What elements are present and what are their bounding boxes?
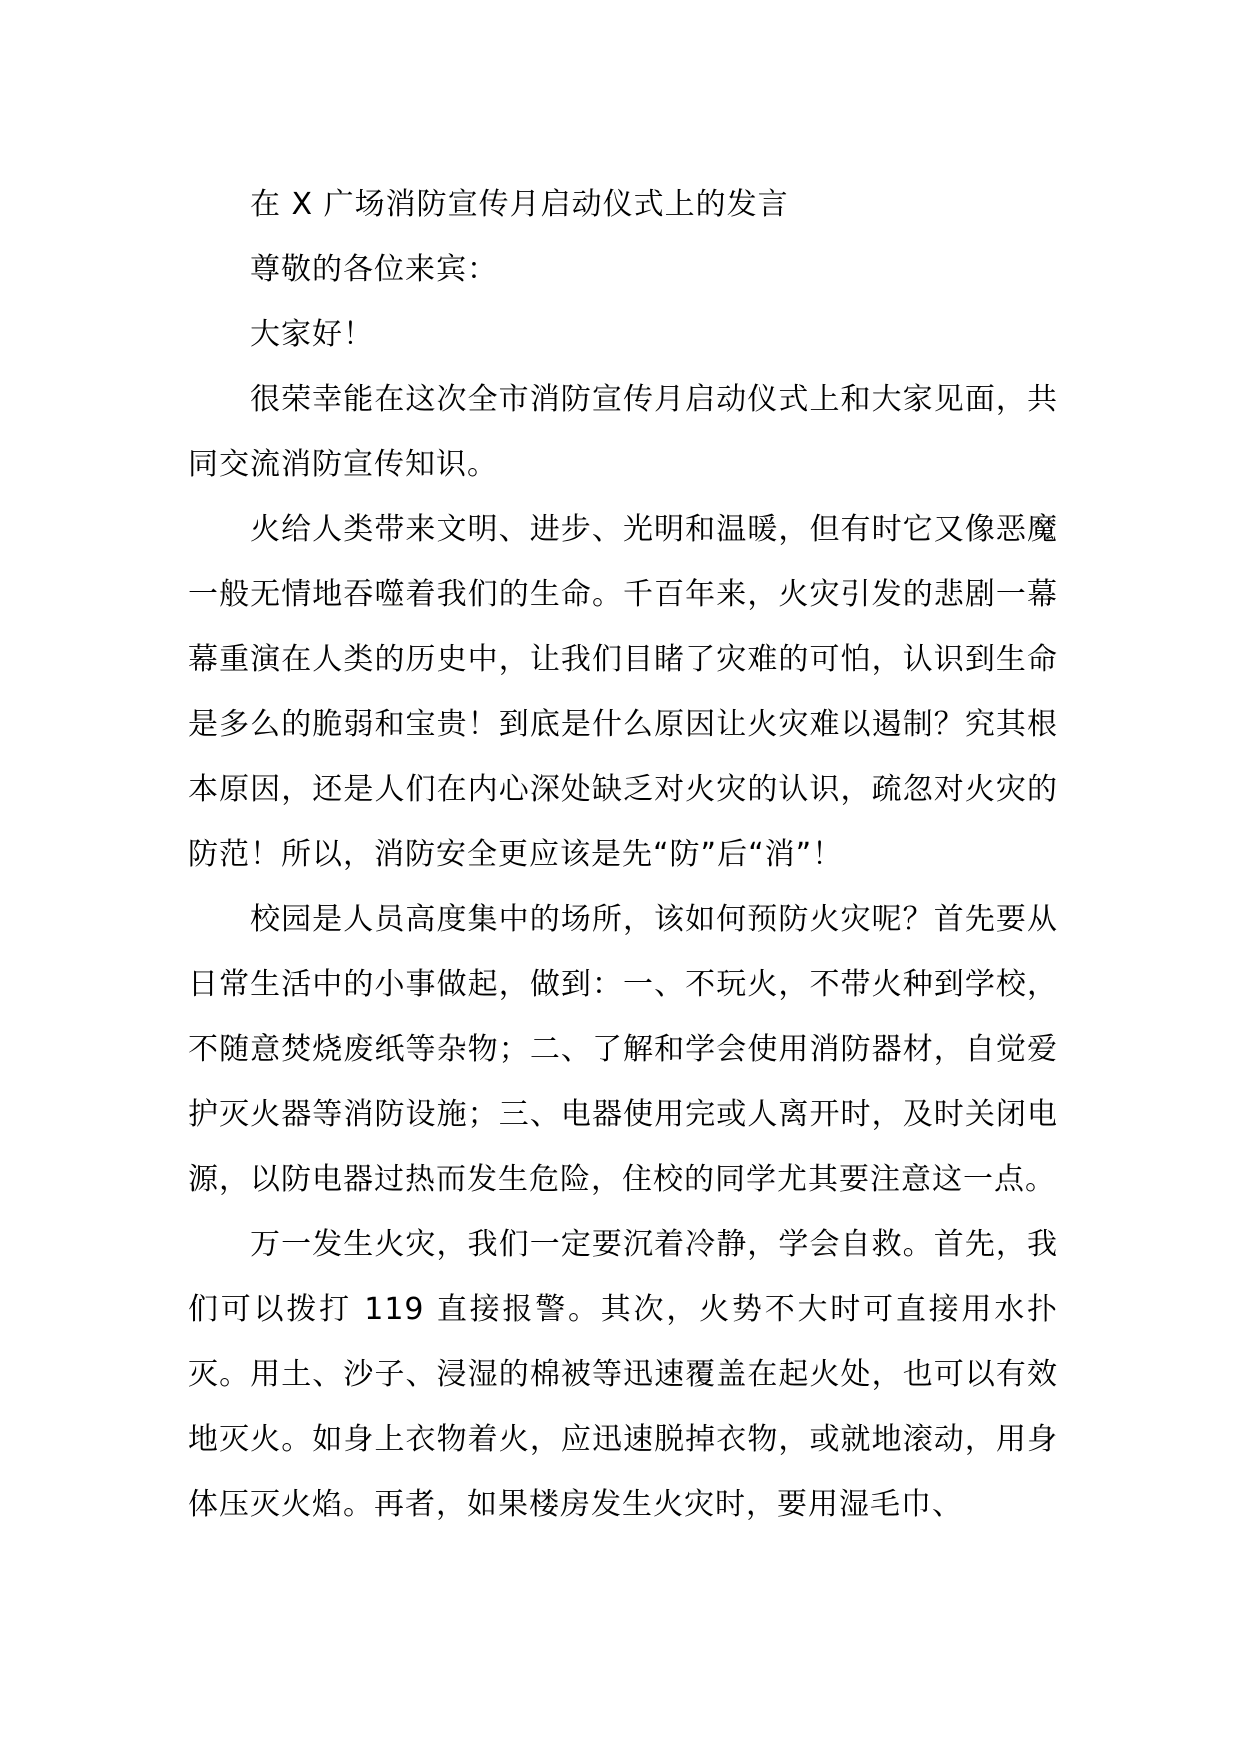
greeting: 大家好！ [250, 317, 374, 352]
salutation: 尊敬的各位来宾： [250, 252, 498, 287]
paragraph-self-rescue: 万一发生火灾，我们一定要沉着冷静，学会自救。首先，我们可以拨打 119 直接报警。其次，火势不大时可直接用水扑灭。用土、沙子、浸湿的棉被等迅速覆盖在起火处，也可以有效地灭火。如身上衣物着火，应迅速脱掉衣物，或就地滚动，用身体压灭火焰。再者，如果楼房发生火灾时，要用湿毛巾、 [188, 1227, 1058, 1522]
document-body [188, 172, 1058, 1537]
paragraph-intro: 很荣幸能在这次全市消防宣传月启动仪式上和大家见面，共同交流消防宣传知识。 [188, 382, 1058, 482]
paragraph-fire-danger: 火给人类带来文明、进步、光明和温暖，但有时它又像恶魔一般无情地吞噬着我们的生命。千百年来，火灾引发的悲剧一幕幕重演在人类的历史中，让我们目睹了灾难的可怕，认识到生命是多么的脆弱和宝贵！到底是什么原因让火灾难以遏制？究其根本原因，还是人们在内心深处缺乏对火灾的认识，疏忽对火灾的防范！所以，消防安全更应该是先“防”后“消”！ [188, 512, 1058, 872]
speech-title: 在 X 广场消防宣传月启动仪式上的发言 [250, 187, 789, 222]
paragraph-campus-prevention: 校园是人员高度集中的场所，该如何预防火灾呢？首先要从日常生活中的小事做起，做到：一、不玩火，不带火种到学校，不随意焚烧废纸等杂物；二、了解和学会使用消防器材，自觉爱护灭火器等消防设施；三、电器使用完或人离开时，及时关闭电源，以防电器过热而发生危险，住校的同学尤其要注意这一点。 [188, 902, 1058, 1197]
